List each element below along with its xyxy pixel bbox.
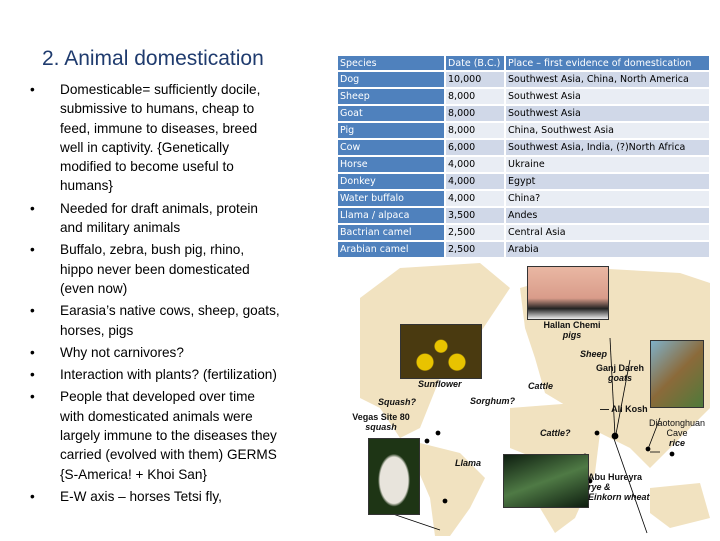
south-america: [415, 443, 485, 536]
species-cell: Cow: [338, 140, 444, 155]
domestication-table: [336, 54, 711, 259]
place-cell: Egypt: [506, 174, 709, 189]
bullet-item: • Needed for draft animals, protein and military animals: [30, 200, 258, 236]
species-cell: Arabian camel: [338, 242, 444, 257]
bullet-icon: •: [30, 488, 35, 504]
table-row: [338, 72, 709, 87]
date-cell: 8,000: [446, 89, 504, 104]
species-cell: Sheep: [338, 89, 444, 104]
species-cell: Bactrian camel: [338, 225, 444, 240]
date-cell: 6,000: [446, 140, 504, 155]
table-row: [338, 140, 709, 155]
date-cell: 3,500: [446, 208, 504, 223]
bullet-icon: •: [30, 200, 35, 216]
header-date: Date (B.C.): [446, 56, 504, 70]
bullet-icon: •: [30, 389, 35, 405]
world-map: [352, 258, 710, 536]
table-row: [338, 225, 709, 240]
table-row: [338, 157, 709, 172]
place-cell: Southwest Asia: [506, 89, 709, 104]
australia: [650, 483, 710, 528]
table-row: [338, 89, 709, 104]
table-row: [338, 242, 709, 257]
map-label-squash-q: Squash?: [378, 397, 417, 407]
date-cell: 8,000: [446, 123, 504, 138]
place-cell: Ukraine: [506, 157, 709, 172]
bullet-item: • Interaction with plants? (fertilization): [30, 365, 280, 384]
place-cell: Andes: [506, 208, 709, 223]
date-cell: 8,000: [446, 106, 504, 121]
bullet-list: [30, 80, 280, 509]
date-cell: 2,500: [446, 242, 504, 257]
table-row: [338, 123, 709, 138]
map-label-alikosh: — Ali Kosh: [600, 404, 648, 414]
header-species: Species: [338, 56, 444, 70]
map-label-llama: Llama: [455, 458, 482, 468]
bullet-icon: •: [30, 242, 35, 258]
bullet-item: • Earasia’s native cows, sheep, goats, horses, pigs: [30, 303, 280, 338]
map-label-cattle-q: Cattle?: [540, 428, 571, 438]
place-cell: Southwest Asia: [506, 106, 709, 121]
species-cell: Goat: [338, 106, 444, 121]
bullet-item: • Domesticable= sufficiently docile, submissive to humans, cheap to feed, immune to diseases, breed well in captivity. {Genetically modified to become useful to humans}: [30, 82, 261, 194]
map-label-abu: Abu Hureyra rye & Einkorn wheat: [588, 472, 650, 502]
date-cell: 4,000: [446, 191, 504, 206]
species-cell: Dog: [338, 72, 444, 87]
map-label-diao: Diaotonghuan Cave rice: [648, 418, 706, 448]
rice-photo: [650, 340, 704, 408]
map-label-hallan: Hallan Chemi pigs: [543, 320, 601, 340]
bullet-item: • E-W axis – horses Tetsi fly,: [30, 487, 280, 506]
wheat-photo: [503, 454, 589, 508]
map-label-ganj: Ganj Dareh goats: [595, 363, 644, 383]
species-cell: Pig: [338, 123, 444, 138]
bullet-icon: •: [30, 367, 35, 383]
date-cell: 4,000: [446, 174, 504, 189]
table-row: [338, 191, 709, 206]
map-label-cattle: Cattle: [528, 381, 554, 391]
place-cell: China?: [506, 191, 709, 206]
table-row: [338, 106, 709, 121]
table-row: [338, 174, 709, 189]
date-cell: 10,000: [446, 72, 504, 87]
bullet-icon: •: [30, 82, 35, 97]
map-label-sunflower: Sunflower: [418, 379, 462, 389]
table-row: [338, 208, 709, 223]
bullet-item: • Why not carnivores?: [30, 343, 280, 362]
species-cell: Donkey: [338, 174, 444, 189]
map-label-sheep: Sheep: [580, 349, 608, 359]
map-label-vegas: Vegas Site 80 squash: [352, 412, 410, 432]
sunflower-photo: [400, 324, 482, 379]
map-label-sorghum: Sorghum?: [470, 396, 515, 406]
header-place: Place – first evidence of domestication: [506, 56, 709, 70]
place-cell: Southwest Asia, China, North America: [506, 72, 709, 87]
place-cell: Central Asia: [506, 225, 709, 240]
date-cell: 4,000: [446, 157, 504, 172]
bullet-icon: •: [30, 344, 35, 360]
pig-photo: [527, 266, 609, 320]
place-cell: Southwest Asia, India, (?)North Africa: [506, 140, 709, 155]
species-cell: Horse: [338, 157, 444, 172]
date-cell: 2,500: [446, 225, 504, 240]
llama-photo: [368, 438, 420, 515]
bullet-icon: •: [30, 303, 35, 319]
place-cell: Arabia: [506, 242, 709, 257]
bullet-item: • People that developed over time with domesticated animals were largely immune to the diseases they carried (evolved with them) GERMS {S-America! + Khoi San}: [30, 389, 277, 482]
slide-title: 2. Animal domestication: [42, 47, 264, 70]
species-cell: Llama / alpaca: [338, 208, 444, 223]
place-cell: China, Southwest Asia: [506, 123, 709, 138]
bullet-item: • Buffalo, zebra, bush pig, rhino, hippo never been domesticated (even now): [30, 242, 250, 296]
species-cell: Water buffalo: [338, 191, 444, 206]
